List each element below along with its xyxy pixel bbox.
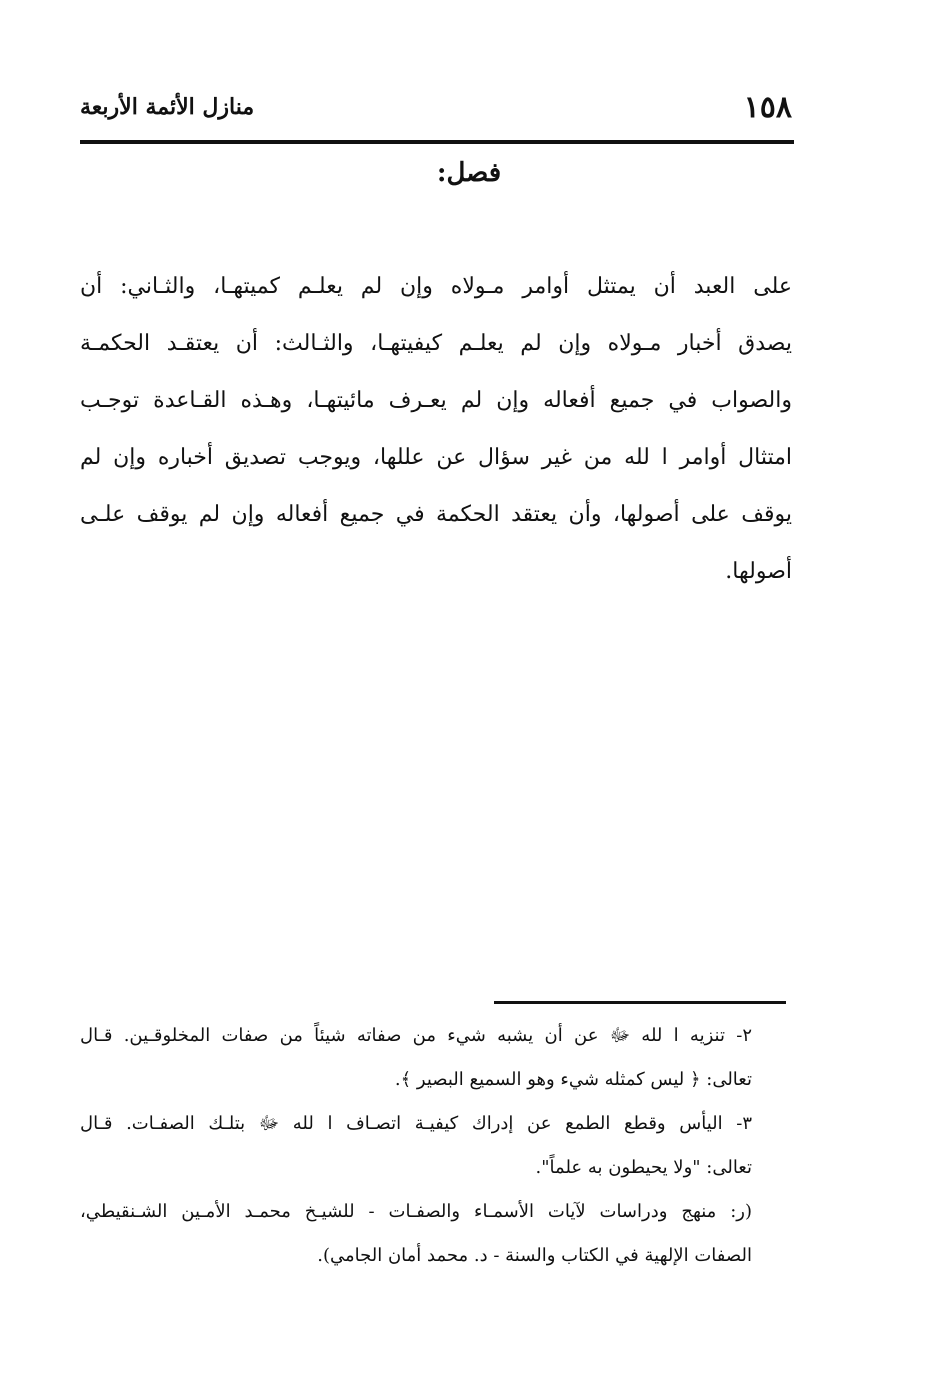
running-title: منازل الأئمة الأربعة: [80, 94, 255, 120]
header-divider: [80, 140, 794, 144]
section-title: فصل:: [436, 158, 502, 188]
body-line: على العبد أن يمتثل أوامر مـولاه وإن لم يعلـم كميتهـا، والثـاني: أن: [80, 274, 792, 299]
body-paragraph: [80, 258, 792, 600]
body-line: يصدق أخبار مـولاه وإن لم يعلـم كيفيتهـا، والثـالث: أن يعتقـد الحكمـة: [80, 331, 792, 356]
body-line: يوقف على أصولها، وأن يعتقد الحكمة في جميع أفعاله وإن لم يوقف علـى: [80, 502, 792, 527]
body-line: امتثال أوامر ا لله من غير سؤال عن عللها، ويوجب تصديق أخباره وإن لم: [80, 445, 792, 470]
page-number: ١٥٨: [743, 90, 792, 125]
body-line: والصواب في جميع أفعاله وإن لم يعـرف مائيتهـا، وهـذه القـاعدة توجـب: [80, 388, 792, 413]
footnote-divider: [494, 1001, 786, 1004]
footnote-line: ٣- اليأس وقطع الطمع عن إدراك كيفيـة اتصـاف ا لله ﷻ بتلـك الصفـات. قـال: [80, 1113, 752, 1134]
footnote-line: تعالى: "ولا يحيطون به علماً".: [535, 1157, 752, 1178]
body-line: أصولها.: [725, 559, 792, 584]
footnote-line: ٢- تنزيه ا لله ﷻ عن أن يشبه شيء من صفاته شيئاً من صفات المخلوقـين. قـال: [80, 1025, 752, 1046]
page-header: [80, 88, 792, 132]
footnotes: [80, 1014, 752, 1278]
footnote-line: تعالى: ﴿ ليس كمثله شيء وهو السميع البصير ﴾.: [394, 1069, 752, 1090]
footnote-line: الصفات الإلهية في الكتاب والسنة - د. محمد أمان الجامي).: [317, 1245, 752, 1266]
footnote-line: (ر: منهج ودراسات لآيات الأسمـاء والصفـات - للشيـخ محمـد الأمـين الشـنقيطي،: [80, 1201, 752, 1222]
